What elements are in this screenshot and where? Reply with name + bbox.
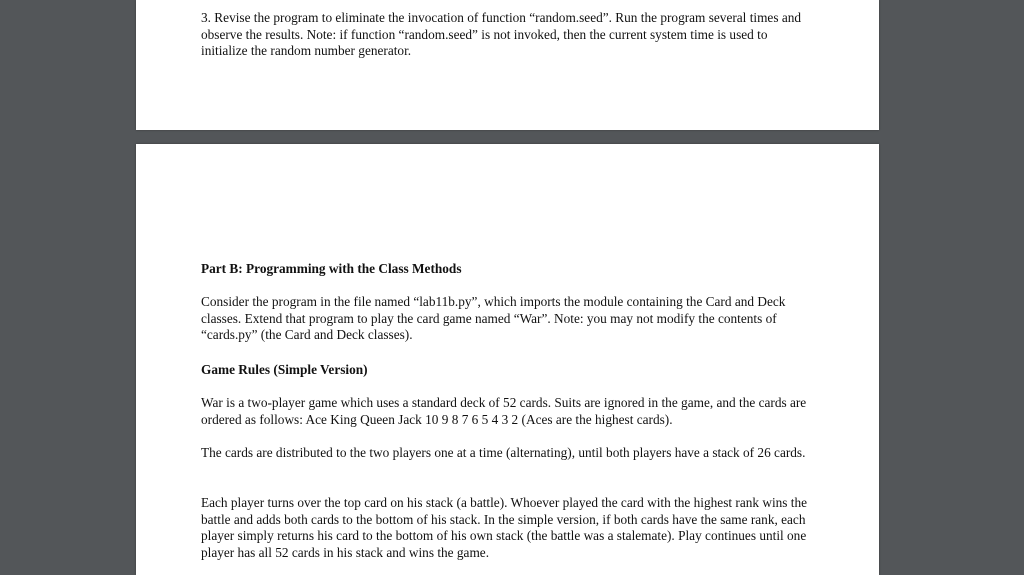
game-rules-paragraph-3: Each player turns over the top card on his stack (a battle). Whoever played the card with the highest rank wins the battle and adds both cards to the bottom of his stack. In the simple version, if both cards have the same rank, each player simply returns his card to the bottom of his own stack (the battle was a stalemate). Play continues until one player has all 52 cards in his stack and wins the game. — [201, 495, 808, 560]
document-page-1 — [136, 0, 879, 130]
document-page-2 — [136, 144, 879, 575]
item-3-paragraph: 3. Revise the program to eliminate the invocation of function “random.seed”. Run the program several times and observe the results. Note: if function “random.seed” is not invoked, then the current system time is used to initialize the random number generator. — [201, 10, 802, 58]
game-rules-paragraph-2: The cards are distributed to the two players one at a time (alternating), until both players have a stack of 26 cards. — [201, 445, 806, 460]
part-b-heading: Part B: Programming with the Class Methods — [201, 261, 462, 276]
part-b-paragraph: Consider the program in the file named “lab11b.py”, which imports the module containing the Card and Deck classes. Extend that program to play the card game named “War”. Note: you may not modify the contents of “cards.py” (the Card and Deck classes). — [201, 294, 786, 342]
game-rules-paragraph-1: War is a two-player game which uses a standard deck of 52 cards. Suits are ignored in the game, and the cards are ordered as follows: Ace King Queen Jack 10 9 8 7 6 5 4 3 2 (Aces are the highest cards). — [201, 395, 807, 427]
game-rules-heading: Game Rules (Simple Version) — [201, 362, 368, 377]
